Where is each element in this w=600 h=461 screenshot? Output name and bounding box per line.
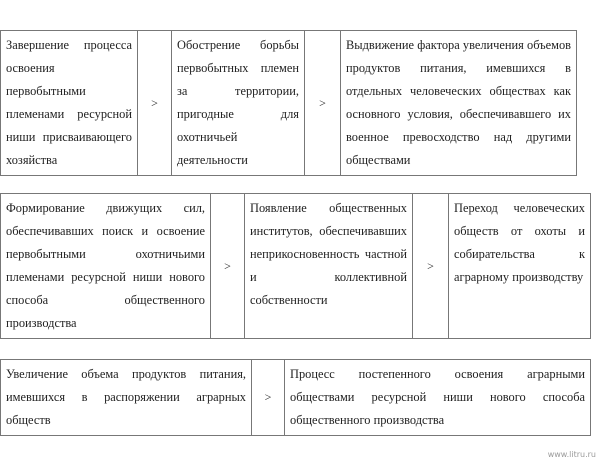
flow-box: Процесс постепенного освоения аграрными обществами ресурсной ниши нового способа общественного производства [285, 360, 591, 436]
arrow-icon: > [252, 360, 285, 436]
flow-box: Увеличение объема продуктов питания, имевшихся в распоряжении аграрных обществ [1, 360, 252, 436]
flow-box: Переход человеческих обществ от охоты и собирательства к аграрному производству [449, 194, 591, 339]
arrow-icon: > [305, 31, 341, 176]
flowchart-row-2 [0, 193, 591, 339]
arrow-icon: > [138, 31, 172, 176]
flowchart-row-3 [0, 359, 591, 436]
arrow-icon: > [211, 194, 245, 339]
flow-row [1, 194, 591, 339]
flow-box: Появление общественных институтов, обеспечивавших неприкосновенность частной и коллективной собственности [245, 194, 413, 339]
flow-box: Формирование движущих сил, обеспечивавших поиск и освоение первобытными охотничьими племенами ресурсной ниши нового способа общественного производства [1, 194, 211, 339]
flow-box: Выдвижение фактора увеличения объемов продуктов питания, имевшихся в отдельных человеческих обществах как основного условия, обеспечивавшего их военное превосходство над другими обществами [341, 31, 577, 176]
flow-row [1, 360, 591, 436]
flow-row [1, 31, 577, 176]
flow-box: Завершение процесса освоения первобытными племенами ресурсной ниши присваивающего хозяйства [1, 31, 138, 176]
flow-box: Обострение борьбы первобытных племен за территории, пригодные для охотничьей деятельности [172, 31, 305, 176]
arrow-icon: > [413, 194, 449, 339]
watermark: www.litru.ru [547, 450, 596, 459]
flowchart-row-1 [0, 30, 577, 176]
